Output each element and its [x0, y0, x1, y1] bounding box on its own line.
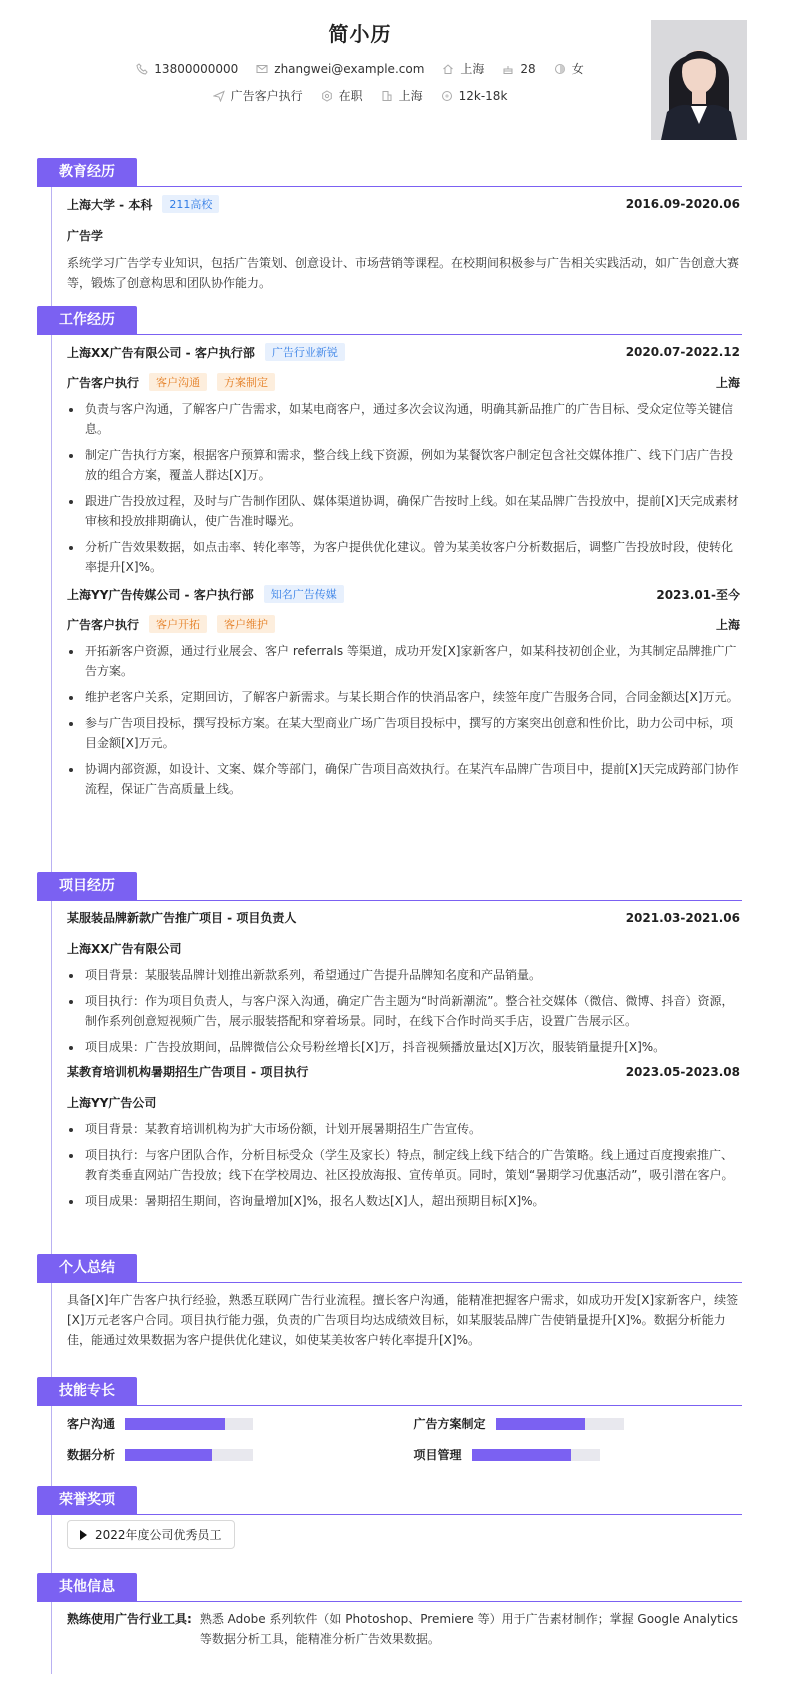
project-bullet: • 项目背景：某教育培训机构为扩大市场份额，计划开展暑期招生广告宣传。	[83, 1119, 740, 1139]
skill-name: 项目管理	[413, 1448, 462, 1462]
resume-header	[0, 0, 794, 150]
work-body	[37, 343, 742, 799]
other-title	[37, 1573, 742, 1601]
other-value: 熟悉 Adobe 系列软件（如 Photoshop、Premiere 等）用于广告素材制作；掌握 Google Analytics 等数据分析工具，能精准分析广告效果数据。	[199, 1612, 739, 1646]
company-name: 上海XX广告有限公司 - 客户执行部	[67, 345, 255, 360]
work-city: 上海	[715, 375, 740, 390]
send-icon	[213, 90, 225, 102]
section-tag: 技能专长	[37, 1377, 137, 1405]
skill-bar	[125, 1449, 253, 1461]
award-text: 2022年度公司优秀员工	[95, 1528, 222, 1542]
salary-text: 12k-18k	[458, 88, 508, 103]
section-tag: 项目经历	[37, 872, 137, 900]
work-period: 2023.01-至今	[656, 587, 740, 602]
project-item	[67, 1063, 740, 1211]
location-text: 上海	[460, 62, 485, 76]
home-icon	[442, 63, 454, 75]
position-text: 广告客户执行	[230, 89, 303, 103]
cake-icon	[502, 63, 514, 75]
skill-item	[414, 1446, 741, 1463]
section-tag: 荣誉奖项	[37, 1486, 137, 1514]
section-underline	[37, 334, 742, 335]
skill-bar	[125, 1418, 253, 1430]
age-item	[502, 62, 535, 76]
school-badge: 211高校	[162, 195, 219, 213]
education-body	[37, 195, 742, 293]
skill-name: 客户沟通	[67, 1417, 116, 1431]
education-header	[67, 195, 740, 213]
role-name: 广告客户执行	[67, 375, 140, 390]
profile-photo	[651, 20, 747, 140]
project-name: 某服装品牌新款广告推广项目 - 项目负责人	[67, 911, 297, 925]
skill-bar-fill	[472, 1449, 572, 1461]
education-left	[67, 195, 219, 213]
skills-section	[37, 1377, 742, 1463]
awards-title	[37, 1486, 742, 1514]
section-underline	[37, 900, 742, 901]
projects-title	[37, 872, 742, 900]
work-item-header	[67, 585, 740, 603]
school-name: 上海大学 - 本科	[67, 197, 153, 212]
section-tag: 工作经历	[37, 306, 137, 334]
location-item	[442, 60, 484, 77]
status-item	[321, 87, 363, 104]
skill-bar-fill	[125, 1418, 225, 1430]
building-icon	[381, 90, 393, 102]
work-role-row	[67, 373, 740, 391]
city-item	[381, 87, 423, 104]
awards-body	[37, 1514, 742, 1549]
mail-icon	[256, 63, 268, 75]
company-name: 上海YY广告传媒公司 - 客户执行部	[67, 587, 254, 602]
summary-section	[37, 1254, 742, 1350]
section-tag: 个人总结	[37, 1254, 137, 1282]
project-header	[67, 909, 740, 926]
work-role-row	[67, 615, 740, 633]
company-badge: 广告行业新锐	[265, 343, 345, 361]
work-bullet: • 参与广告项目投标，撰写投标方案。在某大型商业广场广告项目投标中，撰写的方案突出创意和性价比，助力公司中标，项目金额[X]万元。	[83, 713, 740, 753]
skills-body	[37, 1405, 742, 1463]
project-org: 上海YY广告公司	[67, 1096, 157, 1110]
skills-title	[37, 1377, 742, 1405]
project-period: 2021.03-2021.06	[625, 910, 740, 925]
other-row	[67, 1601, 740, 1649]
work-bullet: • 分析广告效果数据，如点击率、转化率等，为客户提供优化建议。曾为某美妆客户分析数据后，调整广告投放时段，使转化率提升[X]%。	[83, 537, 740, 577]
work-item-header	[67, 343, 740, 361]
work-role-left	[67, 373, 275, 391]
work-section	[37, 306, 742, 805]
work-item	[67, 585, 740, 799]
candidate-name: 简小历	[328, 22, 392, 46]
company-badge: 知名广告传媒	[264, 585, 344, 603]
education-period: 2016.09-2020.06	[625, 197, 740, 211]
project-org: 上海XX广告有限公司	[67, 942, 182, 956]
skill-bar	[472, 1449, 600, 1461]
settings-icon	[321, 90, 333, 102]
play-icon	[80, 1530, 87, 1540]
work-role-left	[67, 615, 275, 633]
education-section	[37, 158, 742, 293]
work-item-left	[67, 585, 344, 603]
work-item-left	[67, 343, 345, 361]
projects-section	[37, 872, 742, 1217]
section-tag: 其他信息	[37, 1573, 137, 1601]
position-item	[213, 87, 303, 104]
summary-text: 具备[X]年广告客户执行经验，熟悉互联网广告行业流程。擅长客户沟通，能精准把握客户需求，如成功开发[X]家新客户，续签[X]万元老客户合同。项目执行能力强，负责的广告项目均达成绩效目标，如某服装品牌广告使销量提升[X]%。数据分析能力佳，能通过效果数据为客户提供优化建议，如使某美妆客户转化率提升[X]%。	[67, 1293, 739, 1347]
phone-icon	[136, 63, 148, 75]
projects-body	[37, 909, 742, 1211]
summary-title	[37, 1254, 742, 1282]
award-chip[interactable]	[67, 1520, 235, 1549]
skill-item	[67, 1446, 394, 1463]
project-name: 某教育培训机构暑期招生广告项目 - 项目执行	[67, 1065, 309, 1079]
awards-section	[37, 1486, 742, 1549]
work-city: 上海	[715, 617, 740, 632]
role-tag: 方案制定	[217, 373, 275, 391]
work-bullet: • 负责与客户沟通，了解客户广告需求，如某电商客户，通过多次会议沟通，明确其新品推广的广告目标、受众定位等关键信息。	[83, 399, 740, 439]
work-title	[37, 306, 742, 334]
contact-row	[0, 60, 720, 77]
summary-body	[37, 1290, 742, 1350]
other-section	[37, 1573, 742, 1649]
job-intent-row	[0, 87, 720, 104]
education-description: 系统学习广告学专业知识，包括广告策划、创意设计、市场营销等课程。在校期间积极参与广告相关实践活动，如广告创意大赛等，锻炼了创意构思和团队协作能力。	[67, 256, 740, 290]
role-tag: 客户维护	[217, 615, 275, 633]
project-header	[67, 1063, 740, 1080]
work-bullets	[67, 399, 740, 577]
phone-item	[136, 62, 238, 76]
education-title	[37, 158, 742, 186]
salary-item	[441, 89, 508, 103]
other-label: 熟练使用广告行业工具:	[67, 1612, 192, 1626]
skill-bar	[496, 1418, 624, 1430]
work-period: 2020.07-2022.12	[625, 345, 740, 359]
email-text: zhangwei@example.com	[274, 61, 425, 76]
project-bullets	[67, 1119, 740, 1211]
role-tag: 客户开拓	[149, 615, 207, 633]
skill-item	[414, 1415, 741, 1432]
project-bullet: • 项目执行：与客户团队合作，分析目标受众（学生及家长）特点，制定线上线下结合的广告策略。线上通过百度搜索推广、教育类垂直网站广告投放；线下在学校周边、社区投放海报、宣传单页。同时，策划“暑期学习优惠活动”，吸引潜在客户。	[83, 1145, 740, 1185]
work-bullet: • 开拓新客户资源，通过行业展会、客户 referrals 等渠道，成功开发[X]家新客户，如某科技初创企业，为其制定品牌推广广告方案。	[83, 641, 740, 681]
section-underline	[37, 1282, 742, 1283]
age-text: 28	[520, 61, 536, 76]
skill-bar-fill	[496, 1418, 586, 1430]
status-text: 在职	[338, 89, 363, 103]
major: 广告学	[67, 229, 104, 243]
project-bullet: • 项目执行：作为项目负责人，与客户深入沟通，确定广告主题为“时尚新潮流”。整合社交媒体（微信、微博、抖音）资源，制作系列创意短视频广告，展示服装搭配和穿着场景。同时，在线下合作时尚买手店，设置广告展示区。	[83, 991, 740, 1031]
section-underline	[37, 186, 742, 187]
skill-bar-fill	[125, 1449, 212, 1461]
work-bullet: • 协调内部资源，如设计、文案、媒介等部门，确保广告项目高效执行。在某汽车品牌广告项目中，提前[X]天完成跨部门协作流程，保证广告高质量上线。	[83, 759, 740, 799]
work-bullet: • 制定广告执行方案，根据客户预算和需求，整合线上线下资源，例如为某餐饮客户制定包含社交媒体推广、线下门店广告投放的组合方案，覆盖人群达[X]万。	[83, 445, 740, 485]
section-tag: 教育经历	[37, 158, 137, 186]
skill-name: 广告方案制定	[413, 1417, 486, 1431]
project-bullet: • 项目背景：某服装品牌计划推出新款系列，希望通过广告提升品牌知名度和产品销量。	[83, 965, 740, 985]
work-bullets	[67, 641, 740, 799]
skill-item	[67, 1415, 394, 1432]
skill-name: 数据分析	[67, 1448, 116, 1462]
city-text: 上海	[398, 89, 423, 103]
phone-text: 13800000000	[154, 61, 239, 76]
project-period: 2023.05-2023.08	[625, 1064, 740, 1079]
work-item	[67, 343, 740, 577]
gender-icon	[554, 63, 566, 75]
work-bullet: • 跟进广告投放过程，及时与广告制作团队、媒体渠道协调，确保广告按时上线。如在某品牌广告投放中，提前[X]天完成素材审核和投放排期确认，使广告准时曝光。	[83, 491, 740, 531]
role-tag: 客户沟通	[149, 373, 207, 391]
coin-icon	[441, 90, 453, 102]
work-bullet: • 维护老客户关系，定期回访，了解客户新需求。与某长期合作的快消品客户，续签年度广告服务合同，合同金额达[X]万元。	[83, 687, 740, 707]
email-item	[256, 62, 424, 76]
skills-grid	[67, 1405, 740, 1463]
project-item	[67, 909, 740, 1057]
role-name: 广告客户执行	[67, 617, 140, 632]
gender-item	[554, 60, 584, 77]
gender-text: 女	[571, 62, 584, 76]
project-bullet: • 项目成果：广告投放期间，品牌微信公众号粉丝增长[X]万，抖音视频播放量达[X]万次，服装销量提升[X]%。	[83, 1037, 740, 1057]
project-bullet: • 项目成果：暑期招生期间，咨询量增加[X]%，报名人数达[X]人，超出预期目标[X]%。	[83, 1191, 740, 1211]
other-body	[37, 1601, 742, 1649]
project-bullets	[67, 965, 740, 1057]
